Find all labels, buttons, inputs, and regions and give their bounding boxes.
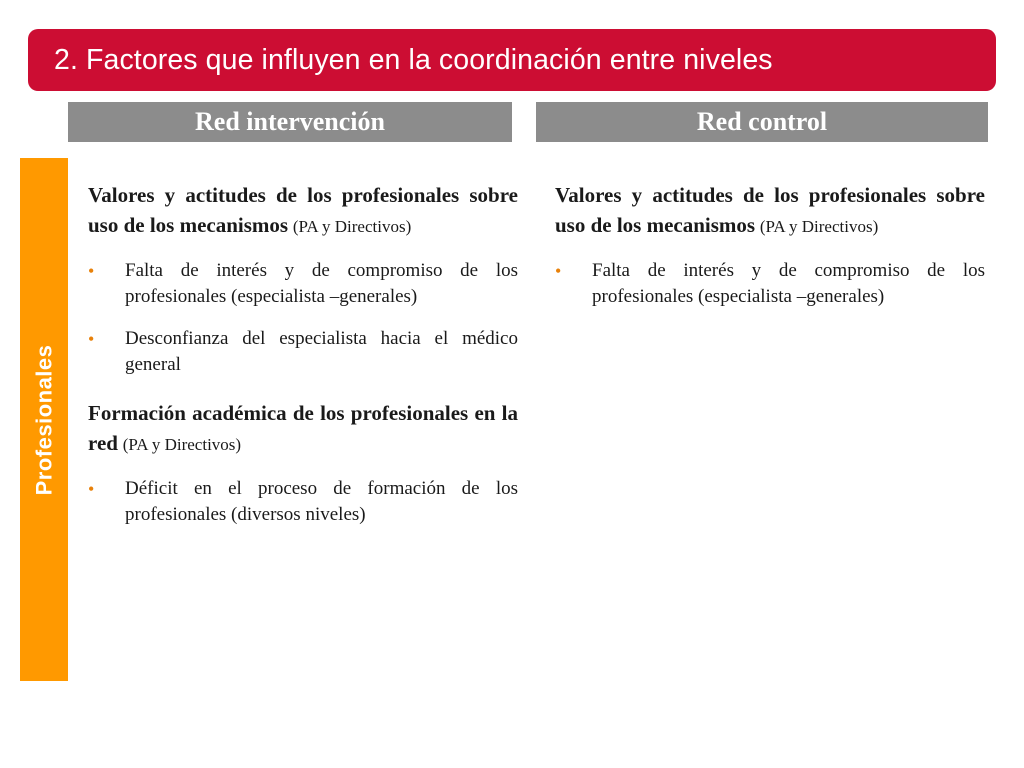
left-column [88,180,518,548]
left-section2-note: (PA y Directivos) [122,435,242,454]
list-item-text: Déficit en el proceso de formación de los profesionales (diversos niveles) [125,478,518,525]
left-section1-list [88,258,518,378]
side-band-profesionales [20,158,68,681]
left-section1-heading-text: Valores y actitudes de los profesionales sobre uso de los mecanismos [88,183,518,237]
left-section2-heading-text: Formación académica de los profesionales en la red [88,401,518,455]
slide-title: 2. Factores que influyen en la coordinación entre niveles [54,43,773,76]
left-section2-list [88,476,518,528]
bullet-icon: • [88,329,95,349]
bullet-icon: • [555,261,562,281]
right-section1-heading-text: Valores y actitudes de los profesionales sobre uso de los mecanismos [555,183,985,237]
right-section1-list [555,258,985,310]
side-band-label: Profesionales [31,344,56,495]
list-item-text: Falta de interés y de compromiso de los profesionales (especialista –generales) [125,260,518,307]
list-item-text: Falta de interés y de compromiso de los profesionales (especialista –generales) [592,260,985,307]
list-item [555,258,985,310]
right-column [555,180,985,330]
left-section2-heading [88,398,518,458]
list-item [88,326,518,378]
right-section1-heading [555,180,985,240]
title-bar [28,29,996,91]
bullet-icon: • [88,261,95,281]
list-item [88,258,518,310]
column-header-red-intervencion: Red intervención [68,102,512,142]
left-section1-heading [88,180,518,240]
bullet-icon: • [88,479,95,499]
right-section1-note: (PA y Directivos) [759,217,879,236]
list-item [88,476,518,528]
left-section1-note: (PA y Directivos) [292,217,412,236]
list-item-text: Desconfianza del especialista hacia el médico general [125,328,518,375]
column-header-red-control: Red control [536,102,988,142]
